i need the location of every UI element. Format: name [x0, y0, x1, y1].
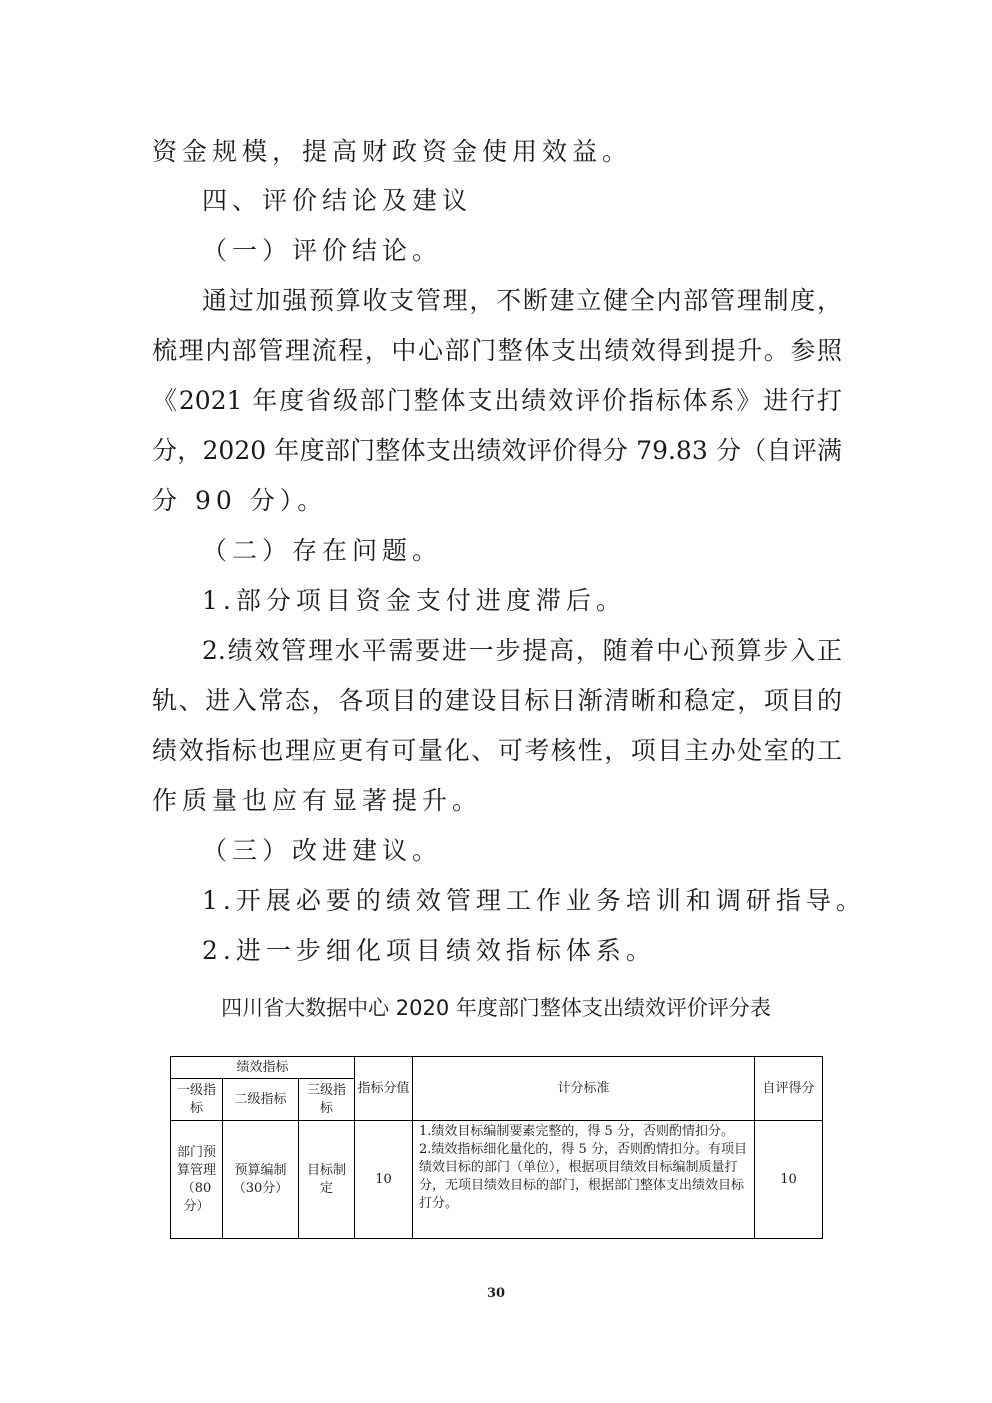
header-level1: 一级指标 [171, 1079, 223, 1121]
header-self-score: 自评得分 [755, 1057, 823, 1121]
table-title: 四川省大数据中心 2020 年度部门整体支出绩效评价评分表 [221, 996, 771, 1020]
paragraph-line: 梳理内部管理流程，中心部门整体支出绩效得到提升。参照 [152, 336, 842, 365]
cell-level1: 部门预算管理（80分） [171, 1121, 223, 1239]
cell-criteria [413, 1121, 755, 1239]
cell-level3: 目标制定 [299, 1121, 355, 1239]
list-item: 1.部分项目资金支付进度滞后。 [202, 586, 626, 615]
cell-level2: 预算编制（30分） [223, 1121, 299, 1239]
section-heading: 四、评价结论及建议 [202, 186, 473, 215]
table-header-row [171, 1057, 823, 1079]
paragraph-line: 通过加强预算收支管理，不断建立健全内部管理制度， [202, 286, 842, 315]
paragraph-line: 绩效指标也理应更有可量化、可考核性，项目主办处室的工 [152, 736, 842, 765]
paragraph-line: 资金规模，提高财政资金使用效益。 [152, 137, 633, 166]
subheading: （三）改进建议。 [202, 836, 443, 865]
list-item: 2.绩效管理水平需要进一步提高，随着中心预算步入正 [202, 636, 842, 665]
paragraph-line: 《2021 年度省级部门整体支出绩效评价指标体系》进行打 [152, 386, 842, 415]
list-item: 2.进一步细化项目绩效指标体系。 [202, 936, 656, 965]
cell-self-score: 10 [755, 1121, 823, 1239]
paragraph-line: 作质量也应有显著提升。 [152, 786, 483, 815]
header-criteria: 计分标准 [413, 1057, 755, 1121]
list-item: 1.开展必要的绩效管理工作业务培训和调研指导。 [202, 886, 866, 915]
paragraph-line: 分 90 分）。 [152, 486, 328, 515]
page-number: 30 [486, 1286, 506, 1301]
score-table [170, 1056, 823, 1239]
header-level2: 二级指标 [223, 1079, 299, 1121]
paragraph-line: 分，2020 年度部门整体支出绩效评价得分 79.83 分（自评满 [152, 436, 842, 465]
table-row [171, 1121, 823, 1239]
paragraph-line: 轨、进入常态，各项目的建设目标日渐清晰和稳定，项目的 [152, 686, 842, 715]
cell-weight: 10 [355, 1121, 413, 1239]
criteria-item: 2.绩效指标细化量化的，得 5 分，否则酌情扣分。有项目绩效目标的部门（单位），根据项目绩效目标编制质量打分，无项目绩效目标的部门，根据部门整体支出绩效目标打分。 [419, 1142, 747, 1211]
header-weight: 指标分值 [355, 1057, 413, 1121]
header-level3: 三级指标 [299, 1079, 355, 1121]
header-indicator-group: 绩效指标 [171, 1057, 355, 1079]
subheading: （一）评价结论。 [202, 236, 443, 265]
criteria-item: 1.绩效目标编制要素完整的，得 5 分，否则酌情扣分。 [419, 1124, 734, 1139]
subheading: （二）存在问题。 [202, 536, 443, 565]
